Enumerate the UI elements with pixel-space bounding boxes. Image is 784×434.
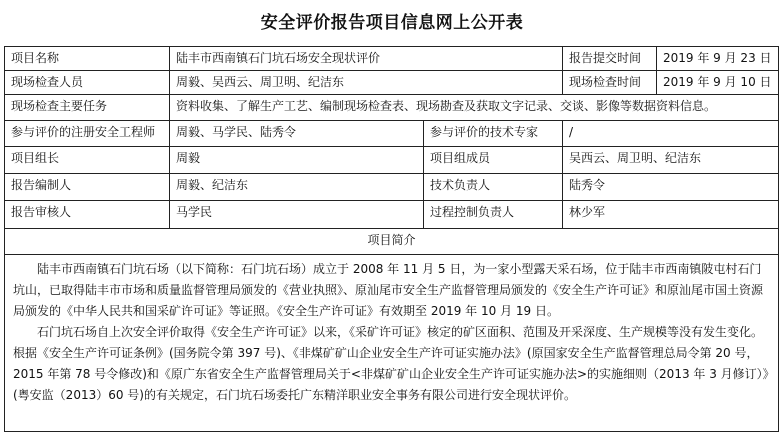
intro-paragraph-2: 石门坑石场自上次安全评价取得《安全生产许可证》以来，《采矿许可证》核定的矿区面积、范围及开采深度、生产规模等没有发生变化。根据《安全生产许可证条例》(国务院令第 397 号)、《非煤矿矿山企业安全生产许可证实施办法》(原国家安全生产监督管理总局令第 20 号，2015 年第 78 号令修改)和《原广东省安全生产监督管理局关于<非煤矿矿山企业安全生产许可证实施办法>的实施细则（2013 年 3 月修订）》(粤安监（2013）60 号)的有关规定，石门坑石场委托广东精洋职业安全事务有限公司进行安全现状评价。 — [13, 325, 769, 402]
experts-value: / — [563, 121, 778, 147]
members-label: 项目组成员 — [424, 147, 563, 174]
tasks-value: 资料收集、了解生产工艺、编制现场检查表、现场勘查及获取文字记录、交谈、影像等数据资料信息。 — [170, 95, 778, 121]
inspect-time-value: 2019 年 9 月 10 日 — [657, 71, 778, 95]
reviewer-value: 马学民 — [170, 201, 424, 229]
process-value: 林少军 — [563, 201, 778, 229]
inspectors-label: 现场检查人员 — [5, 71, 170, 95]
leader-label: 项目组长 — [5, 147, 170, 174]
project-name-label: 项目名称 — [5, 47, 170, 71]
project-name-value: 陆丰市西南镇石门坑石场安全现状评价 — [170, 47, 563, 71]
inspectors-value: 周毅、吴西云、周卫明、纪洁东 — [170, 71, 563, 95]
writer-value: 周毅、纪洁东 — [170, 174, 424, 201]
engineers-value: 周毅、马学民、陆秀令 — [170, 121, 424, 147]
writer-label: 报告编制人 — [5, 174, 170, 201]
experts-label: 参与评价的技术专家 — [424, 121, 563, 147]
tech-label: 技术负责人 — [424, 174, 563, 201]
engineers-label: 参与评价的注册安全工程师 — [5, 121, 170, 147]
page-title: 安全评价报告项目信息网上公开表 — [260, 13, 524, 33]
tech-value: 陆秀令 — [563, 174, 778, 201]
process-label: 过程控制负责人 — [424, 201, 563, 229]
intro-paragraph-1: 陆丰市西南镇石门坑石场（以下简称：石门坑石场）成立于 2008 年 11 月 5 日，为一家小型露天采石场，位于陆丰市西南镇陂屯村石门坑山，已取得陆丰市市场和质量监督管理局颁发的《营业执照》、原汕尾市安全生产监督管理局颁发的《安全生产许可证》和原汕尾市国土资源局颁发的《中华人民共和国采矿许可证》等证照。《安全生产许可证》有效期至 2019 年 10 月 19 日。 — [13, 262, 764, 318]
intro-header: 项目简介 — [5, 229, 778, 255]
info-table — [4, 46, 779, 432]
members-value: 吴西云、周卫明、纪洁东 — [563, 147, 778, 174]
project-intro — [5, 255, 778, 432]
submit-time-label: 报告提交时间 — [563, 47, 657, 71]
reviewer-label: 报告审核人 — [5, 201, 170, 229]
submit-time-value: 2019 年 9 月 23 日 — [657, 47, 778, 71]
inspect-time-label: 现场检查时间 — [563, 71, 657, 95]
leader-value: 周毅 — [170, 147, 424, 174]
tasks-label: 现场检查主要任务 — [5, 95, 170, 121]
